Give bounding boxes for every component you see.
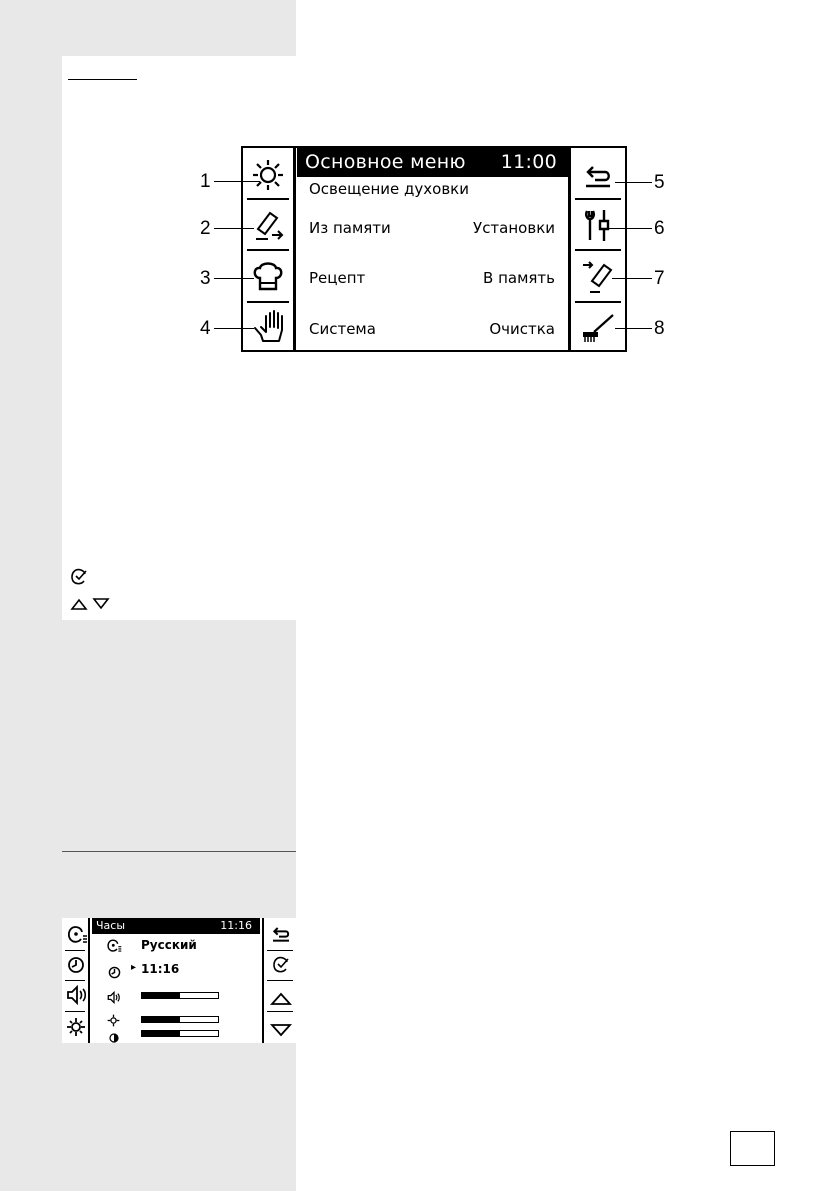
clock-row-icon — [108, 964, 121, 983]
language-icon[interactable] — [66, 924, 88, 950]
callout-4: 4 — [200, 318, 211, 339]
oven-light-icon[interactable] — [243, 155, 293, 195]
menu-recipe[interactable]: Рецепт — [309, 269, 366, 287]
down-arrow-icon — [92, 596, 110, 615]
clock-cursor-glyph: ▸ — [131, 962, 137, 973]
callout-2: 2 — [200, 218, 211, 239]
cleaning-brush-icon[interactable] — [571, 305, 625, 349]
callout-line-5 — [615, 182, 652, 183]
clock-icon[interactable] — [67, 956, 85, 978]
volume-level-bar[interactable] — [141, 992, 219, 999]
callout-1: 1 — [200, 171, 211, 192]
language-value[interactable]: Русский — [141, 938, 197, 952]
callout-5: 5 — [654, 172, 665, 193]
right-softkey-column — [568, 148, 625, 350]
main-menu-display — [241, 146, 627, 352]
callout-8: 8 — [654, 318, 665, 339]
callout-line-2 — [214, 228, 254, 229]
brightness-level-bar[interactable] — [141, 1016, 219, 1023]
menu-recall-memory[interactable]: Из памяти — [309, 219, 391, 237]
display-title: Основное меню — [305, 151, 466, 173]
recipe-chef-hat-icon[interactable] — [243, 254, 293, 298]
oven-light-label[interactable]: Освещение духовки — [309, 180, 469, 198]
confirm-check-icon — [70, 568, 88, 590]
confirm-check-icon[interactable] — [272, 956, 290, 978]
save-memory-icon[interactable] — [571, 254, 625, 298]
clock-settings-display — [62, 918, 296, 1043]
callout-line-7 — [612, 278, 652, 279]
section-divider — [62, 851, 296, 852]
callout-line-1 — [214, 181, 260, 182]
manual-hand-icon[interactable] — [243, 305, 293, 349]
volume-icon[interactable] — [66, 985, 88, 1009]
small-time: 11:16 — [220, 919, 252, 932]
contrast-level-fill — [142, 1031, 180, 1036]
contrast-row-icon — [109, 1028, 119, 1047]
callout-line-8 — [615, 328, 652, 329]
volume-row-icon — [107, 989, 121, 1008]
menu-cleaning[interactable]: Очистка — [489, 320, 555, 338]
down-arrow-icon[interactable] — [270, 1022, 292, 1041]
brightness-icon[interactable] — [66, 1017, 86, 1041]
back-arrow-icon[interactable] — [271, 925, 291, 947]
callout-7: 7 — [654, 268, 665, 289]
display-time: 11:00 — [500, 151, 557, 173]
page-number-box — [730, 1131, 775, 1166]
callout-3: 3 — [200, 268, 211, 289]
up-arrow-icon — [70, 596, 88, 615]
small-title-bar — [92, 918, 260, 934]
settings-tools-icon[interactable] — [571, 203, 625, 247]
volume-level-fill — [142, 993, 180, 998]
callout-line-3 — [214, 278, 254, 279]
small-title: Часы — [96, 919, 126, 932]
callout-line-6 — [608, 228, 652, 229]
up-arrow-icon[interactable] — [270, 991, 292, 1010]
callout-6: 6 — [654, 218, 665, 239]
menu-settings[interactable]: Установки — [473, 219, 555, 237]
language-row-icon — [106, 938, 122, 958]
callout-line-4 — [214, 328, 254, 329]
menu-save-memory[interactable]: В память — [483, 269, 555, 287]
left-softkey-column — [243, 148, 296, 350]
small-right-softkey-column — [262, 918, 296, 1043]
heading-underline — [68, 79, 137, 80]
recall-memory-icon[interactable] — [243, 203, 293, 247]
menu-system[interactable]: Система — [309, 320, 376, 338]
display-title-bar — [297, 148, 569, 177]
small-left-softkey-column — [62, 918, 90, 1043]
back-arrow-icon[interactable] — [571, 156, 625, 196]
brightness-level-fill — [142, 1017, 180, 1022]
clock-value[interactable]: 11:16 — [141, 962, 180, 976]
contrast-level-bar[interactable] — [141, 1030, 219, 1037]
